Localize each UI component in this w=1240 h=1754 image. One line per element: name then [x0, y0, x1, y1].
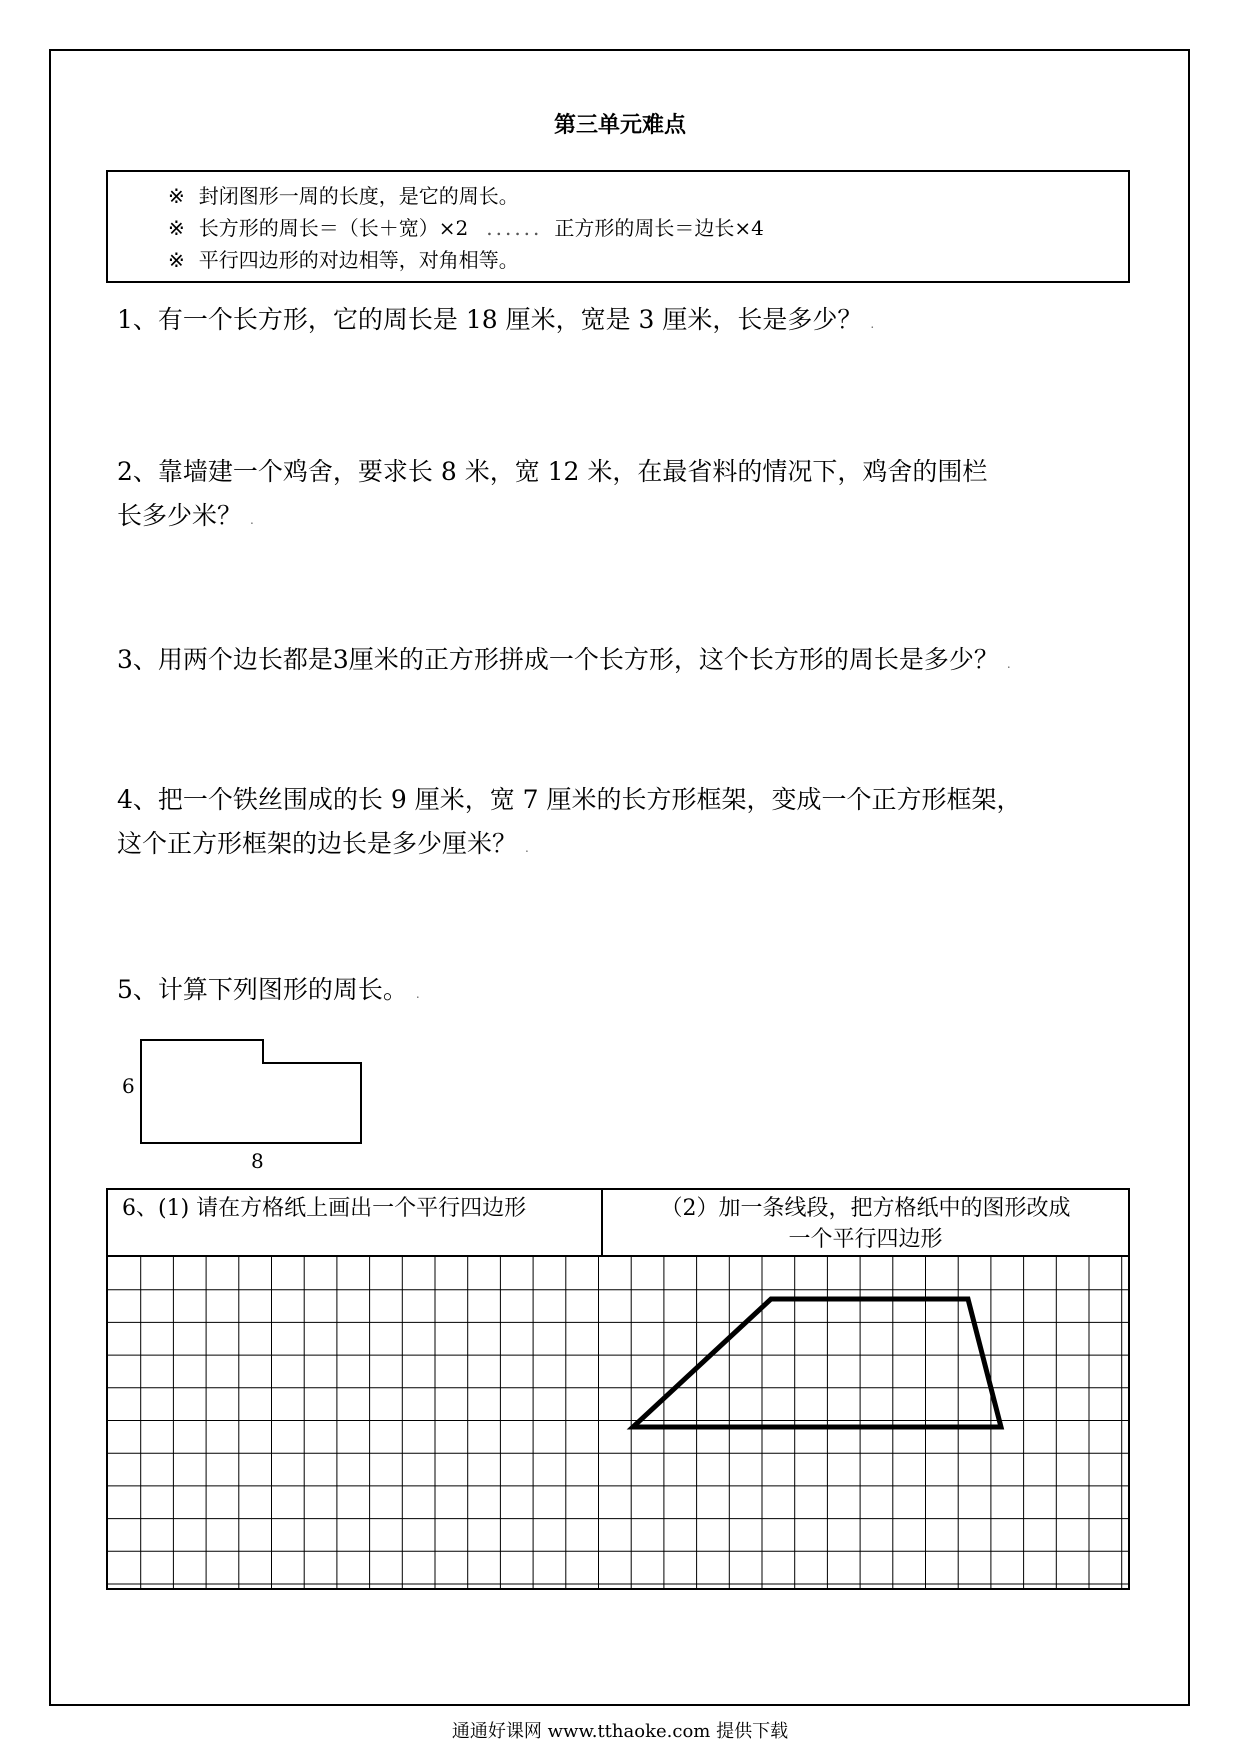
question-3: 3、用两个边长都是3厘米的正方形拼成一个长方形，这个长方形的周长是多少？ .: [117, 645, 1011, 674]
grid-right-header: （2）加一条线段，把方格纸中的图形改成 一个平行四边形: [603, 1190, 1128, 1257]
trapezoid-shape: [633, 1299, 1001, 1427]
question-5: 5、计算下列图形的周长。 .: [117, 975, 420, 1004]
question-4: 4、把一个铁丝围成的长 9 厘米，宽 7 厘米的长方形框架，变成一个正方形框架， 这个正方形框架的边长是多少厘米？ .: [117, 785, 1022, 858]
note-3: ※ 平行四边形的对边相等，对角相等。: [168, 248, 519, 272]
reference-mark-icon: ※: [168, 248, 185, 272]
note-1: ※ 封闭图形一周的长度，是它的周长。: [168, 184, 519, 208]
grid-lines: [108, 1257, 1128, 1590]
graph-paper-grid: [108, 1257, 1128, 1590]
footer-credit: 通通好课网 www.tthaoke.com 提供下载: [451, 1721, 789, 1742]
question-2: 2、靠墙建一个鸡舍，要求长 8 米，宽 12 米，在最省料的情况下，鸡舍的围栏 长多少米？ .: [117, 457, 988, 530]
grid-left-header: 6、(1) 请在方格纸上画出一个平行四边形: [108, 1190, 603, 1257]
question-1: 1、有一个长方形，它的周长是 18 厘米，宽是 3 厘米，长是多少？ .: [117, 305, 875, 334]
note-2: ※ 长方形的周长＝（长＋宽）×2 ...... 正方形的周长＝边长×4: [168, 216, 764, 240]
reference-mark-icon: ※: [168, 184, 185, 208]
key-points-box: [106, 170, 1130, 283]
side-length-label: 6: [122, 1074, 135, 1098]
page-title: 第三单元难点: [553, 112, 686, 138]
reference-mark-icon: ※: [168, 216, 185, 240]
grid-exercise-table: [106, 1188, 1130, 1590]
bottom-length-label: 8: [251, 1149, 264, 1173]
